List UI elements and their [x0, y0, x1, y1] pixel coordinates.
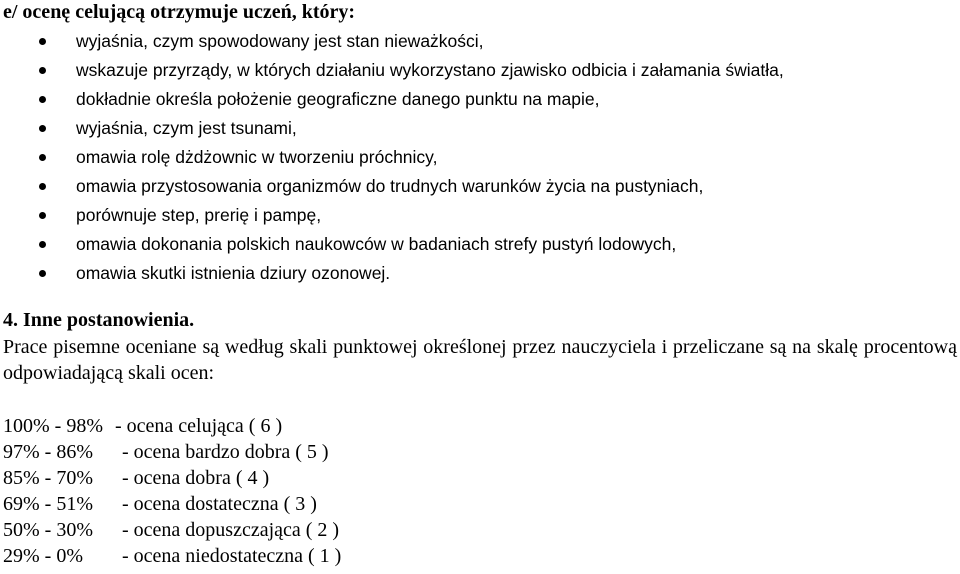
criteria-item-text: omawia przystosowania organizmów do trudnych warunków życia na pustyniach,	[76, 176, 704, 196]
bullet-icon	[39, 38, 46, 45]
bullet-icon	[39, 270, 46, 277]
grade-description: - ocena dopuszczająca ( 2 )	[122, 519, 340, 541]
grade-range: 100% - 98%	[3, 415, 103, 437]
grade-range: 85% - 70%	[3, 467, 93, 489]
bullet-icon	[39, 154, 46, 161]
criteria-item-text: wskazuje przyrządy, w których działaniu wykorzystano zjawisko odbicia i załamania światła,	[76, 60, 784, 80]
bullet-icon	[39, 67, 46, 74]
section-title: 4. Inne postanowienia.	[3, 309, 195, 331]
grade-range: 50% - 30%	[3, 519, 93, 541]
grade-description: - ocena dobra ( 4 )	[122, 467, 270, 489]
criteria-item-text: omawia rolę dżdżownic w tworzeniu próchnicy,	[76, 147, 438, 167]
criteria-heading: e/ ocenę celującą otrzymuje uczeń, który:	[3, 1, 356, 23]
grade-description: - ocena celująca ( 6 )	[115, 415, 283, 437]
criteria-item-text: omawia dokonania polskich naukowców w badaniach strefy pustyń lodowych,	[76, 234, 677, 254]
grade-description: - ocena dostateczna ( 3 )	[122, 493, 317, 515]
criteria-item-text: wyjaśnia, czym spowodowany jest stan nieważkości,	[76, 31, 484, 51]
criteria-item-text: porównuje step, prerię i pampę,	[76, 205, 322, 225]
grade-description: - ocena niedostateczna ( 1 )	[122, 545, 342, 567]
grade-range: 29% - 0%	[3, 545, 83, 567]
grade-description: - ocena bardzo dobra ( 5 )	[122, 441, 329, 463]
bullet-icon	[39, 212, 46, 219]
bullet-icon	[39, 125, 46, 132]
bullet-icon	[39, 241, 46, 248]
bullet-icon	[39, 183, 46, 190]
grading-paragraph: Prace pisemne oceniane są według skali punktowej określonej przez nauczyciela i przeliczane są na skalę procentową odpowiadającą skali ocen:	[3, 336, 957, 384]
bullet-icon	[39, 96, 46, 103]
grade-range: 69% - 51%	[3, 493, 93, 515]
grade-range: 97% - 86%	[3, 441, 93, 463]
criteria-item-text: omawia skutki istnienia dziury ozonowej.	[76, 263, 391, 283]
criteria-item-text: dokładnie określa położenie geograficzne danego punktu na mapie,	[76, 89, 600, 109]
criteria-item-text: wyjaśnia, czym jest tsunami,	[76, 118, 297, 138]
